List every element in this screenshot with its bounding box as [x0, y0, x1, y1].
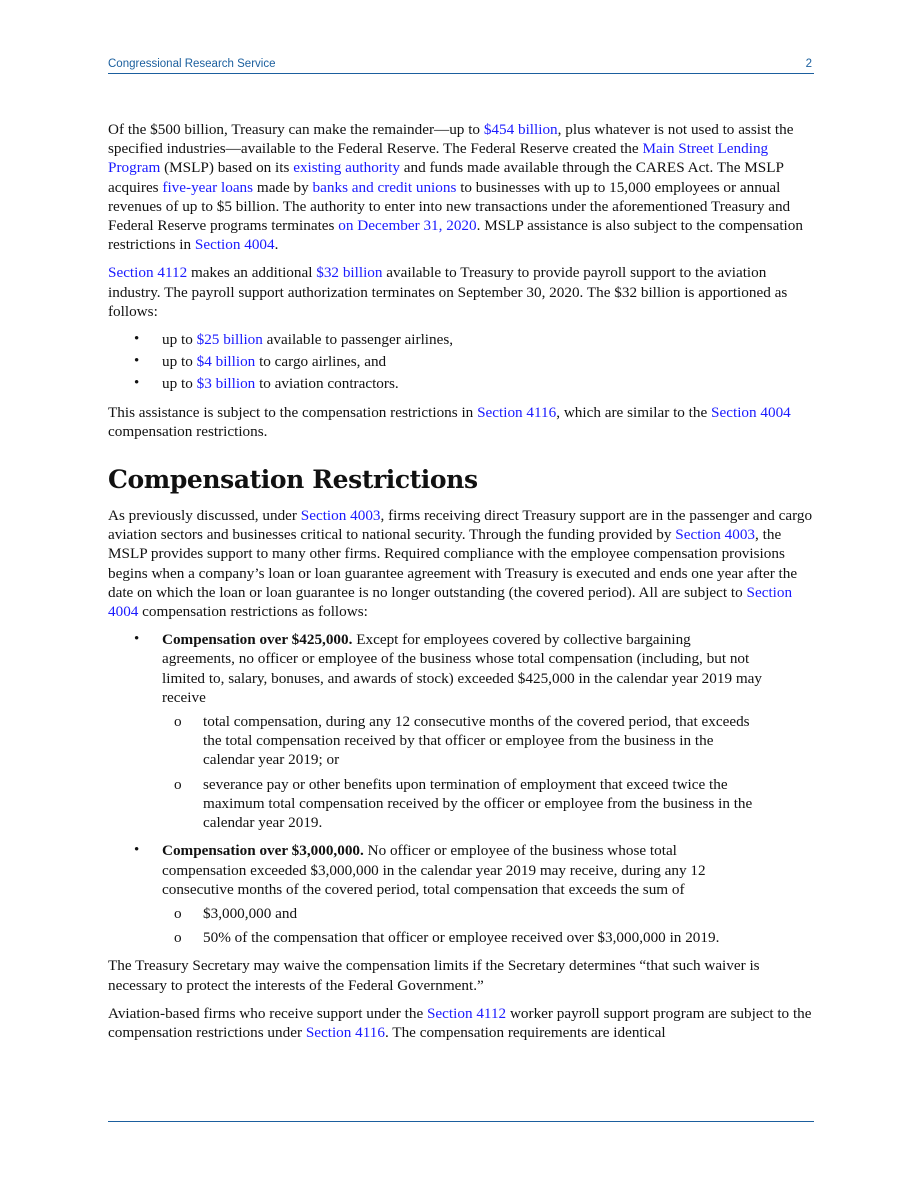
link-section-4112[interactable]: Section 4112	[426, 1004, 507, 1022]
link-five-year-loans[interactable]: five-year loans	[162, 178, 254, 196]
header-rule	[108, 73, 814, 74]
link-section-4004[interactable]: Section 4004	[108, 583, 793, 621]
list-item: • up to $3 billion to aviation contractors.	[134, 375, 399, 393]
sub-list-item: o 50% of the compensation that officer or employee received over $3,000,000 in 2019.	[174, 929, 720, 947]
header-source: Congressional Research Service	[108, 58, 276, 70]
sub-list-item: o severance pay or other benefits upon termination of employment that exceed twice the maximum total compensation received by the officer or employee from the business in the calendar year 2019.	[174, 775, 753, 832]
page-number: 2	[805, 58, 812, 70]
sub-list-item: o total compensation, during any 12 consecutive months of the covered period, that exceeds the total compensation received by that officer or employee from the business in the calendar year 2019; or	[174, 713, 750, 769]
bullet-icon: •	[134, 375, 140, 392]
circle-bullet-icon: o	[174, 904, 182, 922]
link-3-billion[interactable]: $3 billion	[196, 375, 256, 393]
circle-bullet-icon: o	[174, 929, 182, 947]
sub-list-item: o $3,000,000 and	[174, 904, 298, 922]
paragraph-aviation-firms: Aviation-based firms who receive support under the Section 4112 worker payroll support program are subject to the compensation restrictions under Section 4116. The compensation requirements are identical	[108, 1004, 812, 1041]
paragraph-funding-remainder: Of the $500 billion, Treasury can make the remainder—up to $454 billion, plus whatever is not used to assist the specified industries—available to the Federal Reserve. The Federal Reserve created the Main Street Lending Program (MSLP) based on its existing authority and funds made available through the CARES Act. The MSLP acquires five-year loans made by banks and credit unions to businesses with up to 15,000 employees or annual revenues of up to $5 billion. The authority to enter into new transactions under the aforementioned Treasury and Federal Reserve programs terminates on December 31, 2020. MSLP assistance is also subject to the compensation restrictions in Section 4004.	[108, 121, 803, 254]
link-section-4004[interactable]: Section 4004	[194, 236, 275, 254]
link-section-4116[interactable]: Section 4116	[305, 1023, 385, 1041]
list-item-text: Compensation over $3,000,000. No officer or employee of the business whose total compensation exceeded $3,000,000 in the calendar year 2019 may receive, during any 12 consecutive months of the covered period, total compensation that exceeds the sum of	[162, 842, 706, 898]
link-section-4004[interactable]: Section 4004	[711, 403, 791, 421]
link-section-4003[interactable]: Section 4003	[675, 526, 756, 544]
circle-bullet-icon: o	[174, 775, 182, 793]
paragraph-section-4003: As previously discussed, under Section 4003, firms receiving direct Treasury support are in the passenger and cargo aviation sectors and businesses critical to national security. Through the funding provided by Section 4003, the MSLP provides support to many other firms. Required compliance with the employee compensation provisions begins when a company’s loan or loan guarantee agreement with Treasury is executed and ends one year after the date on which the loan or loan guarantee is no longer outstanding (the covered period). All are subject to Section 4004 compensation restrictions as follows:	[108, 507, 813, 621]
apportionment-list	[108, 330, 814, 394]
circle-bullet-icon: o	[174, 713, 182, 731]
link-section-4116[interactable]: Section 4116	[477, 403, 557, 421]
link-section-4112[interactable]: Section 4112	[108, 264, 188, 282]
bullet-icon: •	[134, 631, 140, 648]
link-454-billion[interactable]: $454 billion	[483, 121, 558, 138]
link-december-31-2020[interactable]: on December 31, 2020	[338, 217, 477, 235]
link-section-4003[interactable]: Section 4003	[300, 507, 381, 525]
link-main-street-lending-program[interactable]: Main Street Lending Program	[108, 140, 769, 177]
paragraph-waiver: The Treasury Secretary may waive the compensation limits if the Secretary determines “that such waiver is necessary to protect the interests of the Federal Government.”	[108, 957, 760, 994]
document-body	[108, 120, 814, 1051]
sub-list	[162, 904, 814, 947]
bullet-icon: •	[134, 353, 140, 370]
footer-rule	[108, 1121, 814, 1122]
paragraph-section-4112: Section 4112 makes an additional $32 billion available to Treasury to provide payroll support to the aviation industry. The payroll support authorization terminates on September 30, 2020. The $32 billion is apportioned as follows:	[108, 264, 788, 320]
link-existing-authority[interactable]: existing authority	[293, 159, 400, 177]
list-item	[108, 841, 814, 947]
compensation-list	[108, 630, 814, 947]
list-item: • up to $4 billion to cargo airlines, and	[134, 353, 387, 371]
section-heading: Compensation Restrictions	[108, 465, 478, 495]
bullet-icon: •	[134, 842, 140, 859]
paragraph-section-4116: This assistance is subject to the compensation restrictions in Section 4116, which are similar to the Section 4004 compensation restrictions.	[108, 403, 791, 440]
link-banks-and-credit-unions[interactable]: banks and credit unions	[312, 178, 457, 196]
sub-list	[162, 712, 814, 832]
list-item: • up to $25 billion available to passenger airlines,	[134, 331, 454, 349]
link-32-billion[interactable]: $32 billion	[316, 264, 383, 282]
link-4-billion[interactable]: $4 billion	[196, 353, 256, 371]
link-25-billion[interactable]: $25 billion	[196, 331, 263, 349]
list-item	[108, 630, 814, 832]
bullet-icon: •	[134, 331, 140, 348]
list-item-text: Compensation over $425,000. Except for employees covered by collective bargaining agreements, no officer or employee of the business whose total compensation (including, but not limited to, salary, bonuses, and awards of stock) exceeded $425,000 in the calendar year 2019 may receive	[162, 631, 762, 706]
